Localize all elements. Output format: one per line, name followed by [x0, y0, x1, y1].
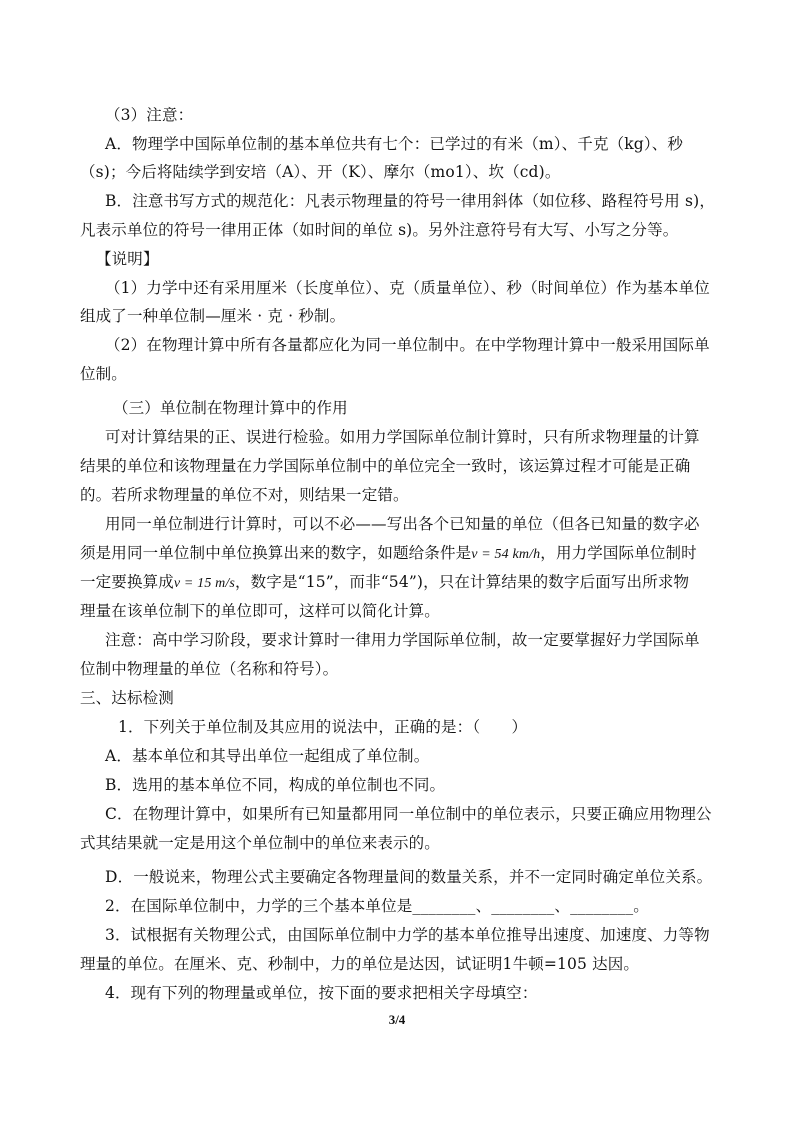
paragraph-line: 的。若所求物理量的单位不对，则结果一定错。	[80, 486, 409, 504]
question-line: 1．下列关于单位制及其应用的说法中，正确的是：（ ）	[118, 718, 528, 736]
text-segment: 须是用同一单位制中单位换算出来的数字，如题给条件是	[80, 544, 472, 562]
paragraph-line: 凡表示单位的符号一律用正体（如时间的单位 s)。另外注意符号有大写、小写之分等。	[80, 221, 679, 239]
paragraph-line: （s)；今后将陆续学到安培（A）、开（K）、摩尔（mo1）、坎（cd)。	[80, 163, 561, 181]
explanation-heading: 【说明】	[96, 250, 159, 268]
question-line: 理量的单位。在厘米、克、秒制中，力的单位是达因，试证明1牛顿=105 达因。	[80, 955, 640, 973]
paragraph-line: 注意：高中学习阶段，要求计算时一律用力学国际单位制，故一定要掌握好力学国际单	[105, 631, 700, 649]
option-line: B．选用的基本单位不同，构成的单位制也不同。	[105, 776, 446, 794]
section-heading: 三、达标检测	[80, 689, 174, 707]
question-line: 2．在国际单位制中，力学的三个基本单位是________、________、________。	[105, 897, 649, 915]
text-segment: ，用力学国际单位制时	[540, 544, 697, 562]
option-line: A．基本单位和其导出单位一起组成了单位制。	[105, 747, 430, 765]
paragraph-line: 用同一单位制进行计算时，可以不必——写出各个已知量的单位（但各已知量的数字必	[105, 515, 700, 533]
text-segment: 一定要换算成	[80, 573, 174, 591]
paragraph-line: 结果的单位和该物理量在力学国际单位制中的单位完全一致时，该运算过程才可能是正确	[80, 457, 691, 475]
text-segment: ，数字是“15”，而非“54”)，只在计算结果的数字后面写出所求物	[235, 573, 690, 591]
option-line: D．一般说来，物理公式主要确定各物理量间的数量关系，并不一定同时确定单位关系。	[105, 868, 713, 886]
note-heading: （3）注意：	[105, 106, 194, 124]
paragraph-line: （2）在物理计算中所有各量都应化为同一单位制中。在中学物理计算中一般采用国际单	[105, 336, 710, 354]
question-line: 4．现有下列的物理量或单位，按下面的要求把相关字母填空：	[105, 984, 538, 1002]
paragraph-line: A．物理学中国际单位制的基本单位共有七个：已学过的有米（m）、千克（kg）、秒	[105, 135, 684, 153]
paragraph-line: 组成了一种单位制—厘米 · 克 · 秒制。	[80, 307, 346, 325]
formula-given-velocity: v = 54 km/h	[471, 547, 541, 562]
paragraph-line	[80, 542, 697, 566]
option-line: C．在物理计算中，如果所有已知量都用同一单位制中的单位表示，只要正确应用物理公	[105, 805, 712, 823]
page-number: 3/4	[388, 1012, 406, 1027]
formula-converted-velocity: v = 15 m/s	[173, 576, 236, 591]
option-line: 式其结果就一定是用这个单位制中的单位来表示的。	[80, 834, 440, 852]
paragraph-line: （1）力学中还有采用厘米（长度单位）、克（质量单位）、秒（时间单位）作为基本单位	[105, 279, 710, 297]
paragraph-line	[80, 571, 689, 595]
paragraph-line: 理量在该单位制下的单位即可，这样可以简化计算。	[80, 602, 440, 620]
paragraph-line: 位制中物理量的单位（名称和符号）。	[80, 660, 339, 678]
paragraph-line: 位制。	[80, 365, 127, 383]
paragraph-line: B．注意书写方式的规范化：凡表示物理量的符号一律用斜体（如位移、路程符号用 s)，	[105, 192, 715, 210]
section-heading: （三）单位制在物理计算中的作用	[113, 399, 348, 417]
question-line: 3．试根据有关物理公式，由国际单位制中力学的基本单位推导出速度、加速度、力等物	[105, 926, 710, 944]
paragraph-line: 可对计算结果的正、误进行检验。如用力学国际单位制计算时，只有所求物理量的计算	[105, 428, 700, 446]
